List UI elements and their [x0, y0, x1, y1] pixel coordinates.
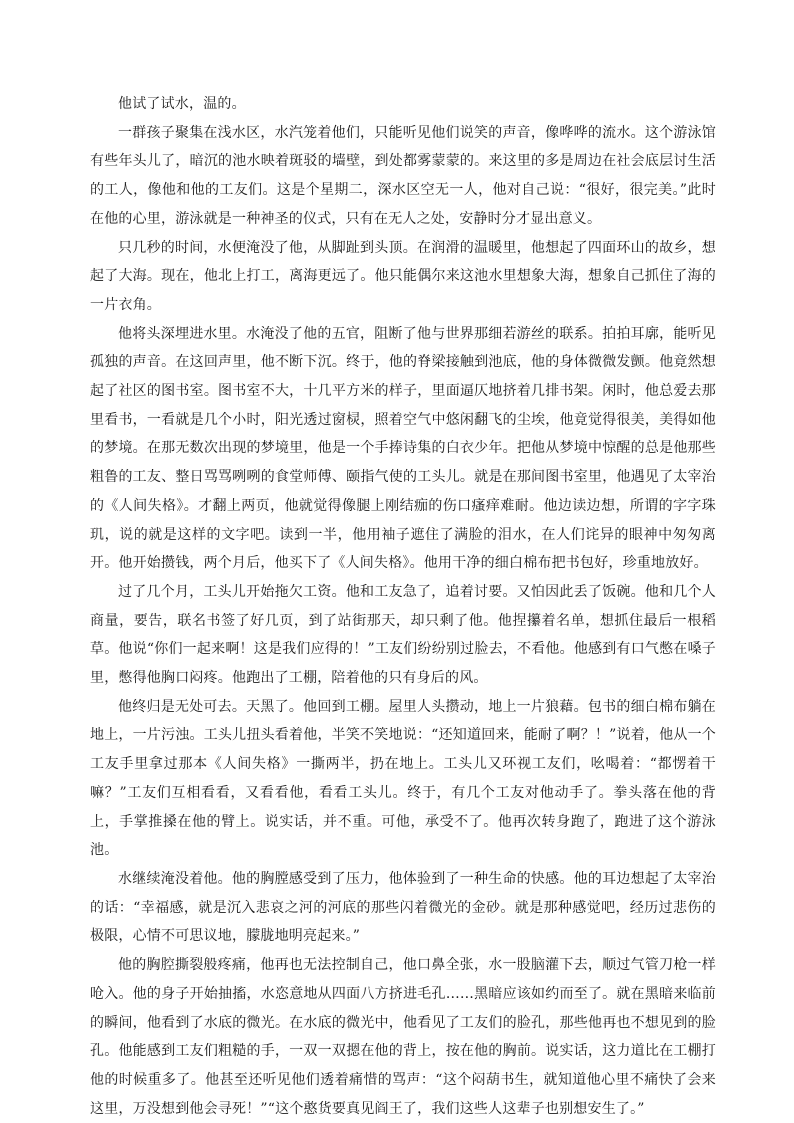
paragraph-5: 过了几个月，工头儿开始拖欠工资。他和工友急了，追着讨要。又怕因此丢了饭碗。他和几个人商量，要告，联名书签了好几页，到了站街那天，却只剩了他。他捏攥着名单，想抓住最后一根稻草。他说“你们一起来啊！这是我们应得的！”工友们纷纷别过脸去，不看他。他感到有口气憋在嗓子里，憋得他胸口闷疼。他跑出了工棚，陪着他的只有身后的风。 [90, 583, 716, 687]
paragraph-1: 他试了试水，温的。 [118, 96, 246, 112]
paragraph-8: 他的胸腔撕裂般疼痛，他再也无法控制自己，他口鼻全张，水一股脑灌下去，顺过气管刀枪一样呛入。他的身子开始抽搐，水恣意地从四面八方挤进毛孔……黑暗应该如约而至了。就在黑暗来临前的瞬间，他看到了水底的微光。在水底的微光中，他看见了工友们的脸孔，那些他再也不想见到的脸孔。他能感到工友们粗糙的手，一双一双摁在他的背上，按在他的胸前。说实话，这力道比在工棚打他的时候重多了。他甚至还听见他们透着痛惜的骂声：“这个闷葫书生，就知道他心里不痛快了会来这里，万没想到他会寻死！”“这个憨货要真见阎王了，我们这些人这辈子也别想安生了。” [90, 957, 716, 1117]
paragraph-4: 他将头深埋进水里。水淹没了他的五官，阻断了他与世界那细若游丝的联系。拍拍耳廓，能听见孤独的声音。在这回声里，他不断下沉。终于，他的脊梁接触到池底，他的身体微微发颤。他竟然想起了社区的图书室。图书室不大，十几平方米的样子，里面逼仄地挤着几排书架。闲时，他总爱去那里看书，一看就是几个小时，阳光透过窗棂，照着空气中悠闲翻飞的尘埃，他竟觉得很美，美得如他的梦境。在那无数次出现的梦境里，他是一个手捧诗集的白衣少年。把他从梦境中惊醒的总是他那些粗鲁的工友、整日骂骂咧咧的食堂师傅、颐指气使的工头儿。就是在那间图书室里，他遇见了太宰治的《人间失格》。才翻上两页，他就觉得像腿上刚结痂的伤口瘙痒难耐。他边读边想，所谓的字字珠玑，说的就是这样的文字吧。读到一半，他用袖子遮住了满脸的泪水，在人们诧异的眼神中匆匆离开。他开始攒钱，两个月后，他买下了《人间失格》。他用干净的细白棉布把书包好，珍重地放好。 [90, 325, 716, 572]
paragraph-7: 水继续淹没着他。他的胸膛感受到了压力，他体验到了一种生命的快感。他的耳边想起了太宰治的话：“幸福感，就是沉入悲哀之河的河底的那些闪着微光的金砂。就是那种感觉吧，经历过悲伤的极限，心情不可思议地，朦胧地明亮起来。” [90, 870, 716, 945]
document-page [90, 90, 716, 1123]
paragraph-3: 只几秒的时间，水便淹没了他，从脚趾到头顶。在润滑的温暖里，他想起了四面环山的故乡，想起了大海。现在，他北上打工，离海更远了。他只能偶尔来这池水里想象大海，想象自己抓住了海的一片衣角。 [90, 239, 716, 313]
paragraph-6: 他终归是无处可去。天黑了。他回到工棚。屋里人头攒动，地上一片狼藉。包书的细白棉布躺在地上，一片污浊。工头儿扭头看着他，半笑不笑地说：“还知道回来，能耐了啊？！”说着，他从一个工友手里拿过那本《人间失格》一撕两半，扔在地上。工头儿又环视工友们，吆喝着：“都愣着干嘛？”工友们互相看看，又看看他，看看工头儿。终于，有几个工友对他动手了。拳头落在他的背上，手掌推搡在他的臂上。说实话，并不重。可他，承受不了。他再次转身跑了，跑进了这个游泳池。 [90, 698, 716, 859]
paragraph-2: 一群孩子聚集在浅水区，水汽笼着他们，只能听见他们说笑的声音，像哗哗的流水。这个游泳馆有些年头儿了，暗沉的池水映着斑驳的墙壁，到处都雾蒙蒙的。来这里的多是周边在社会底层讨生活的工人，像他和他的工友们。这是个星期二，深水区空无一人，他对自己说：“很好，很完美。”此时在他的心里，游泳就是一种神圣的仪式，只有在无人之处，安静时分才显出意义。 [90, 124, 716, 227]
